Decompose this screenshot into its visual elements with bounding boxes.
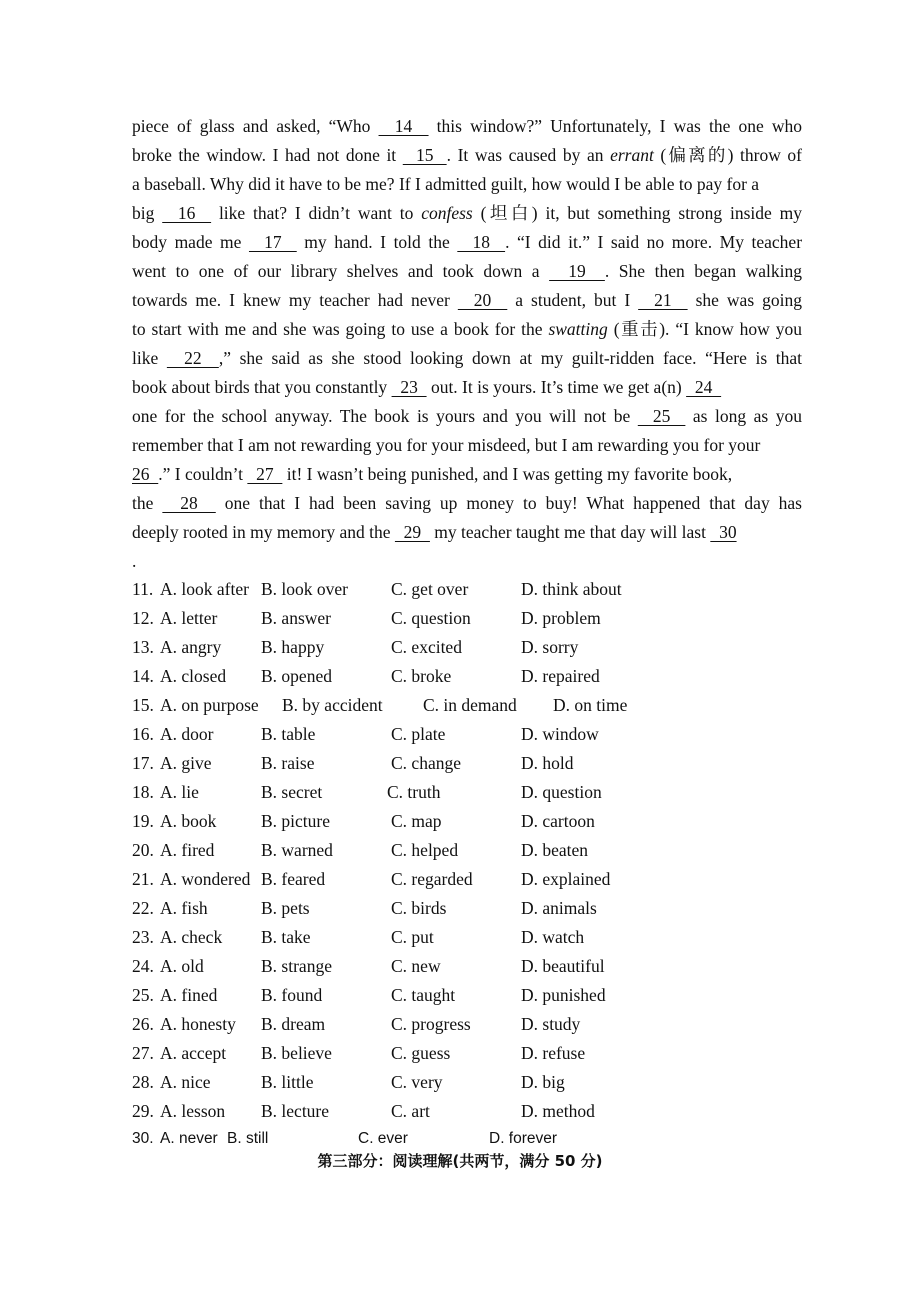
passage-text: ,” she said as she stood looking down at my guilt-ridden face. “Here is that	[218, 348, 803, 368]
passage-text: went to one of our library shelves and took down a	[132, 261, 550, 281]
answer-blank: 22	[166, 348, 219, 368]
passage-text: like that? I didn’t want to	[211, 203, 422, 223]
passage-text: one for the school anyway. The book is yours and you will not be	[132, 406, 638, 426]
option-a[interactable]: A. wondered	[160, 869, 251, 889]
question-number: 21.	[132, 869, 154, 889]
passage-text: deeply rooted in my memory and the	[132, 522, 395, 542]
option-d[interactable]: D. problem	[521, 608, 601, 628]
option-d[interactable]: D. window	[521, 724, 599, 744]
option-d[interactable]: D. beaten	[521, 840, 589, 860]
option-a[interactable]: A. on purpose	[160, 695, 259, 715]
passage-text: broke the window. I had not done it	[132, 145, 403, 165]
italic-term: confess	[421, 203, 473, 223]
passage-text: as long as you	[685, 406, 802, 426]
option-d[interactable]: D. hold	[521, 753, 574, 773]
answer-blank: 28	[162, 493, 216, 513]
option-c[interactable]: C. taught	[391, 985, 456, 1005]
answer-blank: 27	[247, 464, 283, 484]
question-number: 20.	[132, 840, 154, 860]
passage-text: remember that I am not rewarding you for your misdeed, but I am rewarding you for your	[132, 435, 761, 455]
passage-text: . She then began walking	[604, 261, 803, 281]
answer-blank: 26	[132, 464, 159, 484]
passage-line	[132, 257, 802, 286]
option-c[interactable]: C. regarded	[391, 869, 473, 889]
option-b[interactable]: B. found	[261, 985, 323, 1005]
option-a[interactable]: A. accept	[160, 1043, 227, 1063]
option-b[interactable]: B. happy	[261, 637, 325, 657]
option-c[interactable]: C. truth	[387, 782, 441, 802]
answer-blank: 15	[402, 145, 447, 165]
option-a[interactable]: A. angry	[160, 637, 222, 657]
passage-line	[132, 547, 152, 576]
answer-blank: 17	[248, 232, 297, 252]
answer-blank: 23	[391, 377, 427, 397]
option-d[interactable]: D. method	[521, 1101, 595, 1121]
option-b[interactable]: B. dream	[261, 1014, 326, 1034]
option-b[interactable]: B. by accident	[282, 695, 383, 715]
passage-line	[132, 431, 802, 460]
passage-text: a baseball. Why did it have to be me? If I admitted guilt, how would I be able to pay for a	[132, 174, 760, 194]
passage-text: the	[132, 493, 163, 513]
option-c[interactable]: C. very	[391, 1072, 443, 1092]
option-c[interactable]: C. change	[391, 753, 461, 773]
option-d[interactable]: D. sorry	[521, 637, 579, 657]
option-b[interactable]: B. strange	[261, 956, 332, 976]
passage-text: a student, but I	[507, 290, 639, 310]
option-a[interactable]: A. closed	[160, 666, 227, 686]
passage-line	[132, 112, 802, 141]
option-b[interactable]: B. lecture	[261, 1101, 330, 1121]
answer-blank: 25	[637, 406, 686, 426]
passage-line	[132, 518, 802, 547]
question-number: 13.	[132, 637, 154, 657]
passage-text: towards me. I knew my teacher had never	[132, 290, 458, 310]
passage-line	[132, 489, 802, 518]
option-c[interactable]: C. helped	[391, 840, 459, 860]
option-b[interactable]: B. answer	[261, 608, 331, 628]
passage-text: big	[132, 203, 163, 223]
option-a[interactable]: A. lesson	[160, 1101, 226, 1121]
option-a[interactable]: A. fined	[160, 985, 218, 1005]
option-d[interactable]: D. big	[521, 1072, 565, 1092]
option-c[interactable]: C. map	[391, 811, 442, 831]
answer-blank: 14	[378, 116, 429, 136]
answer-blank: 21	[638, 290, 688, 310]
answer-blank: 19	[549, 261, 605, 281]
question-number: 11.	[132, 579, 154, 599]
question-number: 19.	[132, 811, 154, 831]
option-c[interactable]: C. ever	[358, 1130, 408, 1147]
option-b[interactable]: B. still	[227, 1130, 269, 1147]
option-c[interactable]: C. new	[391, 956, 441, 976]
option-c[interactable]: C. progress	[391, 1014, 471, 1034]
passage-text: one that I had been saving up money to buy! What happened that day has	[215, 493, 802, 513]
answer-blank: 18	[457, 232, 506, 252]
question-number: 18.	[132, 782, 154, 802]
option-b[interactable]: B. little	[261, 1072, 314, 1092]
passage-text: it! I wasn’t being punished, and I was getting my favorite book,	[282, 464, 733, 484]
option-b[interactable]: B. look over	[261, 579, 349, 599]
option-c[interactable]: C. birds	[391, 898, 447, 918]
section-title: 第三部分：阅读理解(共两节，满分 50 分)	[317, 1152, 603, 1170]
passage-text: piece of glass and asked, “Who	[132, 116, 379, 136]
question-number: 16.	[132, 724, 154, 744]
passage-text: book about birds that you constantly	[132, 377, 392, 397]
passage-line	[132, 199, 802, 228]
answer-blank: 20	[457, 290, 508, 310]
answer-blank: 16	[162, 203, 212, 223]
option-d[interactable]: D. beautiful	[521, 956, 605, 976]
option-d[interactable]: D. think about	[521, 579, 622, 599]
question-number: 27.	[132, 1043, 154, 1063]
question-number: 17.	[132, 753, 154, 773]
option-c[interactable]: C. plate	[391, 724, 446, 744]
option-b[interactable]: B. secret	[261, 782, 323, 802]
option-d[interactable]: D. repaired	[521, 666, 600, 686]
option-d[interactable]: D. animals	[521, 898, 597, 918]
question-number: 28.	[132, 1072, 154, 1092]
passage-text: like	[132, 348, 167, 368]
passage-line	[132, 373, 802, 402]
option-d[interactable]: D. explained	[521, 869, 611, 889]
option-c[interactable]: C. put	[391, 927, 434, 947]
option-c[interactable]: C. get over	[391, 579, 469, 599]
option-c[interactable]: C. excited	[391, 637, 462, 657]
passage-line	[132, 402, 802, 431]
option-b[interactable]: B. raise	[261, 753, 315, 773]
option-a[interactable]: A. never	[160, 1130, 218, 1147]
option-a[interactable]: A. fired	[160, 840, 215, 860]
option-d[interactable]: D. watch	[521, 927, 585, 947]
option-b[interactable]: B. feared	[261, 869, 326, 889]
option-d[interactable]: D. forever	[489, 1130, 558, 1147]
question-number: 24.	[132, 956, 154, 976]
option-d[interactable]: D. cartoon	[521, 811, 595, 831]
passage-line	[132, 228, 802, 257]
passage-line	[132, 460, 802, 489]
question-number: 15.	[132, 695, 154, 715]
option-a[interactable]: A. lie	[160, 782, 199, 802]
option-b[interactable]: B. warned	[261, 840, 333, 860]
passage-text: .	[132, 551, 137, 571]
option-d[interactable]: D. punished	[521, 985, 606, 1005]
answer-blank: 29	[394, 522, 430, 542]
passage-text: (坦白) it, but something strong inside my	[472, 203, 802, 223]
passage-text: this window?” Unfortunately, I was the one who	[428, 116, 803, 136]
question-number: 25.	[132, 985, 154, 1005]
option-a[interactable]: A. book	[160, 811, 217, 831]
passage-text: my hand. I told the	[296, 232, 458, 252]
option-a[interactable]: A. give	[160, 753, 212, 773]
option-c[interactable]: C. in demand	[423, 695, 517, 715]
option-a[interactable]: A. letter	[160, 608, 218, 628]
question-number: 23.	[132, 927, 154, 947]
answer-blank: 30	[710, 522, 737, 542]
option-c[interactable]: C. question	[391, 608, 471, 628]
passage-line	[132, 344, 802, 373]
option-b[interactable]: B. opened	[261, 666, 332, 686]
passage-text: .” I couldn’t	[158, 464, 248, 484]
option-d[interactable]: D. question	[521, 782, 602, 802]
question-number: 22.	[132, 898, 154, 918]
passage-text: body made me	[132, 232, 249, 252]
option-a[interactable]: A. look after	[160, 579, 249, 599]
option-c[interactable]: C. guess	[391, 1043, 451, 1063]
option-d[interactable]: D. on time	[553, 695, 628, 715]
passage-text: (重击). “I know how you	[607, 319, 802, 339]
question-number: 12.	[132, 608, 154, 628]
passage-text: . “I did it.” I said no more. My teacher	[505, 232, 803, 252]
option-d[interactable]: D. study	[521, 1014, 581, 1034]
question-number: 26.	[132, 1014, 154, 1034]
option-a[interactable]: A. old	[160, 956, 204, 976]
question-number: 29.	[132, 1101, 154, 1121]
option-a[interactable]: A. fish	[160, 898, 208, 918]
option-a[interactable]: A. door	[160, 724, 214, 744]
option-b[interactable]: B. take	[261, 927, 311, 947]
option-a[interactable]: A. nice	[160, 1072, 211, 1092]
option-b[interactable]: B. pets	[261, 898, 310, 918]
passage-text: out. It is yours. It’s time we get a(n)	[426, 377, 687, 397]
passage-line	[132, 315, 802, 344]
question-number: 14.	[132, 666, 154, 686]
question-number: 30.	[132, 1130, 154, 1147]
option-d[interactable]: D. refuse	[521, 1043, 586, 1063]
option-b[interactable]: B. picture	[261, 811, 331, 831]
option-a[interactable]: A. honesty	[160, 1014, 236, 1034]
passage-line	[132, 286, 802, 315]
italic-term: swatting	[548, 319, 608, 339]
option-c[interactable]: C. broke	[391, 666, 452, 686]
italic-term: errant	[610, 145, 654, 165]
passage-text: she was going	[687, 290, 802, 310]
passage-text: my teacher taught me that day will last	[429, 522, 711, 542]
answer-blank: 24	[686, 377, 722, 397]
passage-line	[132, 141, 802, 170]
passage-text: (偏离的) throw of	[653, 145, 803, 165]
option-b[interactable]: B. believe	[261, 1043, 332, 1063]
passage-text: to start with me and she was going to use a book for the	[132, 319, 549, 339]
option-a[interactable]: A. check	[160, 927, 223, 947]
passage-line	[132, 170, 802, 199]
passage-text: . It was caused by an	[446, 145, 611, 165]
option-b[interactable]: B. table	[261, 724, 316, 744]
option-c[interactable]: C. art	[391, 1101, 430, 1121]
